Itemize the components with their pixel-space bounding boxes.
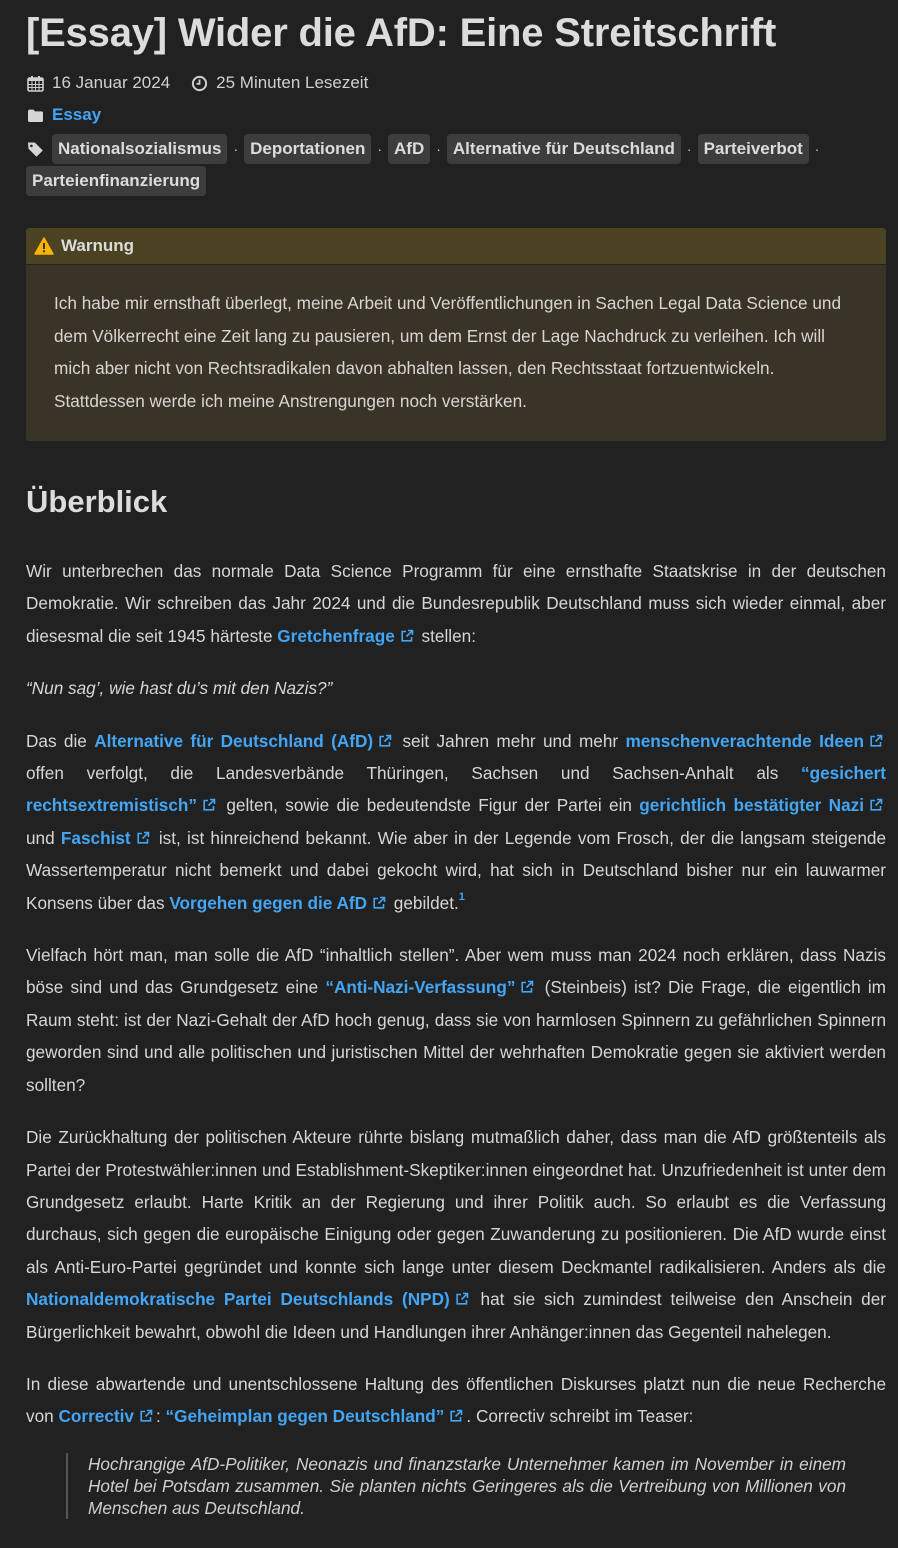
paragraph-afd [26, 725, 886, 919]
external-link-icon [136, 831, 150, 845]
text: Die Zurückhaltung der politischen Akteure rührte bislang mutmaßlich daher, dass man die AfD größtenteils als Partei der Protestwähler:innen und Establishment-Skeptiker:innen eingeordnet hat. Unzufriedenheit ist unter dem Grundgesetz erlaubt. Harte Kritik an der Regierung und ihrer Politik auch. So erlaubt es die Verfassung durchaus, sich gegen die europäische Einigung oder gegen Zuwanderung zu positionieren. Die AfD wurde einst als Anti-Euro-Partei gegründet und konnte sich lange unter diesem Deckmantel radikalisieren. Anders als die [26, 1127, 886, 1277]
external-link-icon [400, 629, 414, 643]
text: stellen: [416, 625, 476, 646]
tag-separator: · [436, 141, 441, 157]
tag-parteienfinanzierung[interactable]: Parteienfinanzierung [26, 166, 206, 196]
link-anti-nazi-verfassung[interactable]: “Anti-Nazi-Verfassung” [325, 977, 516, 998]
clock-icon [190, 74, 208, 92]
tag-icon [26, 140, 44, 158]
link-gretchenfrage[interactable]: Gretchenfrage [277, 625, 395, 646]
folder-icon [26, 106, 44, 124]
text: seit Jahren mehr und mehr [395, 730, 626, 751]
paragraph-correctiv [26, 1368, 886, 1433]
tag-parteiverbot[interactable]: Parteiverbot [698, 134, 809, 164]
meta-date-row [26, 72, 886, 94]
external-link-icon [139, 1409, 153, 1423]
paragraph-inhaltlich-stellen [26, 939, 886, 1101]
text: . Correctiv schreibt im Teaser: [466, 1406, 694, 1427]
paragraph-zurueckhaltung [26, 1121, 886, 1348]
link-menschenverachtende-ideen[interactable]: menschenverachtende Ideen [625, 730, 864, 751]
external-link-icon [378, 734, 392, 748]
text: Wir unterbrechen das normale Data Science Programm für eine ernsthafte Staatskrise in der deutschen Demokratie. Wir schreiben das Jahr 2024 und die Bundesrepublik Deutschland muss sich wieder einmal, aber diesesmal die seit 1945 härteste [26, 561, 886, 646]
text: (Steinbeis) ist? Die Frage, die eigentlich im Raum steht: ist der Nazi-Gehalt der AfD hoch genug, dass sie von harmlosen Spinnern zu gefährlichen Spinnern geworden sind und alle politischen und juristischen Mittel der wehrhaften Demokratie gegen sie aktiviert werden sollten? [26, 977, 886, 1095]
article-meta [26, 72, 886, 196]
link-geheimplan-gegen-deutschland[interactable]: “Geheimplan gegen Deutschland” [165, 1406, 445, 1427]
quote-line: “Nun sag’, wie hast du’s mit den Nazis?” [26, 678, 333, 699]
link-npd[interactable]: Nationaldemokratische Partei Deutschlands (NPD) [26, 1289, 450, 1310]
link-gesichert-rechtsextremistisch[interactable]: “gesichert rechtsextremistisch” [26, 763, 886, 816]
category-link-essay[interactable]: Essay [52, 105, 102, 124]
tag-list [26, 134, 886, 196]
footnote-link[interactable]: 1 [458, 890, 465, 903]
correctiv-teaser-quote: Hochrangige AfD-Politiker, Neonazis und finanzstarke Unternehmer kamen im November in einem Hotel bei Potsdam zusammen. Sie planten nichts Geringeres als die Vertreibung von Millionen von Menschen aus Deutschland. [66, 1453, 846, 1519]
text: offen verfolgt, die Landesverbände Thüringen, Sachsen und Sachsen-Anhalt als [26, 763, 801, 784]
link-vorgehen-gegen-die-afd[interactable]: Vorgehen gegen die AfD [169, 892, 367, 913]
text: : [155, 1406, 166, 1427]
link-gerichtlich-bestaetigter-nazi[interactable]: gerichtlich bestätigter Nazi [639, 795, 864, 816]
text: hat sie sich zumindest teilweise den Anschein der Bürgerlichkeit bewahrt, obwohl die Ideen und Handlungen ihrer Anhänger:innen das Gegenteil nahelegen. [26, 1289, 887, 1342]
tag-afd[interactable]: AfD [388, 134, 430, 164]
paragraph-intro [26, 555, 886, 652]
tag-nationalsozialismus[interactable]: Nationalsozialismus [52, 134, 227, 164]
external-link-icon [869, 798, 883, 812]
tag-separator: · [814, 141, 820, 157]
text: gelten, sowie die bedeutendste Figur der Partei ein [219, 795, 640, 816]
text: Das die [26, 730, 95, 751]
tag-alternative-fuer-deutschland[interactable]: Alternative für Deutschland [447, 134, 681, 164]
tag-separator: · [377, 141, 383, 157]
external-link-icon [372, 896, 386, 910]
external-link-icon [869, 734, 883, 748]
publish-date: 16 Januar 2024 [52, 73, 171, 92]
meta-category-row [26, 104, 886, 126]
tag-separator: · [233, 141, 239, 157]
warning-header [26, 228, 886, 265]
text: In diese abwartende und unentschlossene Haltung des öffentlichen Diskurses platzt nun die neue Recherche von [26, 1373, 886, 1427]
reading-time: 25 Minuten Lesezeit [216, 73, 369, 92]
page-title: [Essay] Wider die AfD: Eine Streitschrift [26, 11, 777, 55]
link-correctiv[interactable]: Correctiv [58, 1406, 134, 1427]
external-link-icon [455, 1292, 469, 1306]
text: gebildet. [389, 892, 459, 913]
warning-admonition [26, 228, 886, 441]
external-link-icon [202, 798, 216, 812]
section-heading: Überblick [26, 484, 168, 519]
tag-deportationen[interactable]: Deportationen [244, 134, 371, 164]
text: und [26, 827, 61, 848]
external-link-icon [520, 980, 534, 994]
text: Vielfach hört man, man solle die AfD “inhaltlich stellen”. Aber wem muss man 2024 noch erklären, dass Nazis böse sind und das Grundgesetz eine [26, 945, 886, 998]
warning-triangle-icon [34, 237, 54, 255]
link-afd[interactable]: Alternative für Deutschland (AfD) [94, 730, 374, 751]
warning-text: Ich habe mir ernsthaft überlegt, meine Arbeit und Veröffentlichungen in Sachen Legal Data Science und dem Völkerrecht eine Zeit lang zu pausieren, um dem Ernst der Lage Nachdruck zu verleihen. Ich will mich aber nicht von Rechtsradikalen davon abhalten lassen, den Rechtsstaat fortzuentwickeln. Stattdessen werde ich meine Anstrengungen noch verstärken. [54, 293, 842, 411]
tag-separator: · [686, 141, 692, 157]
text: ist, ist hinreichend bekannt. Wie aber in der Legende vom Frosch, der die langsam steigende Wassertemperatur nicht bemerkt und dabei gekocht wird, hat sich in Deutschland bisher nur ein lauwarmer Konsens über das [26, 827, 887, 913]
link-faschist[interactable]: Faschist [60, 827, 131, 848]
warning-title: Warnung [61, 236, 135, 255]
external-link-icon [449, 1409, 463, 1423]
calendar-icon [26, 74, 44, 92]
